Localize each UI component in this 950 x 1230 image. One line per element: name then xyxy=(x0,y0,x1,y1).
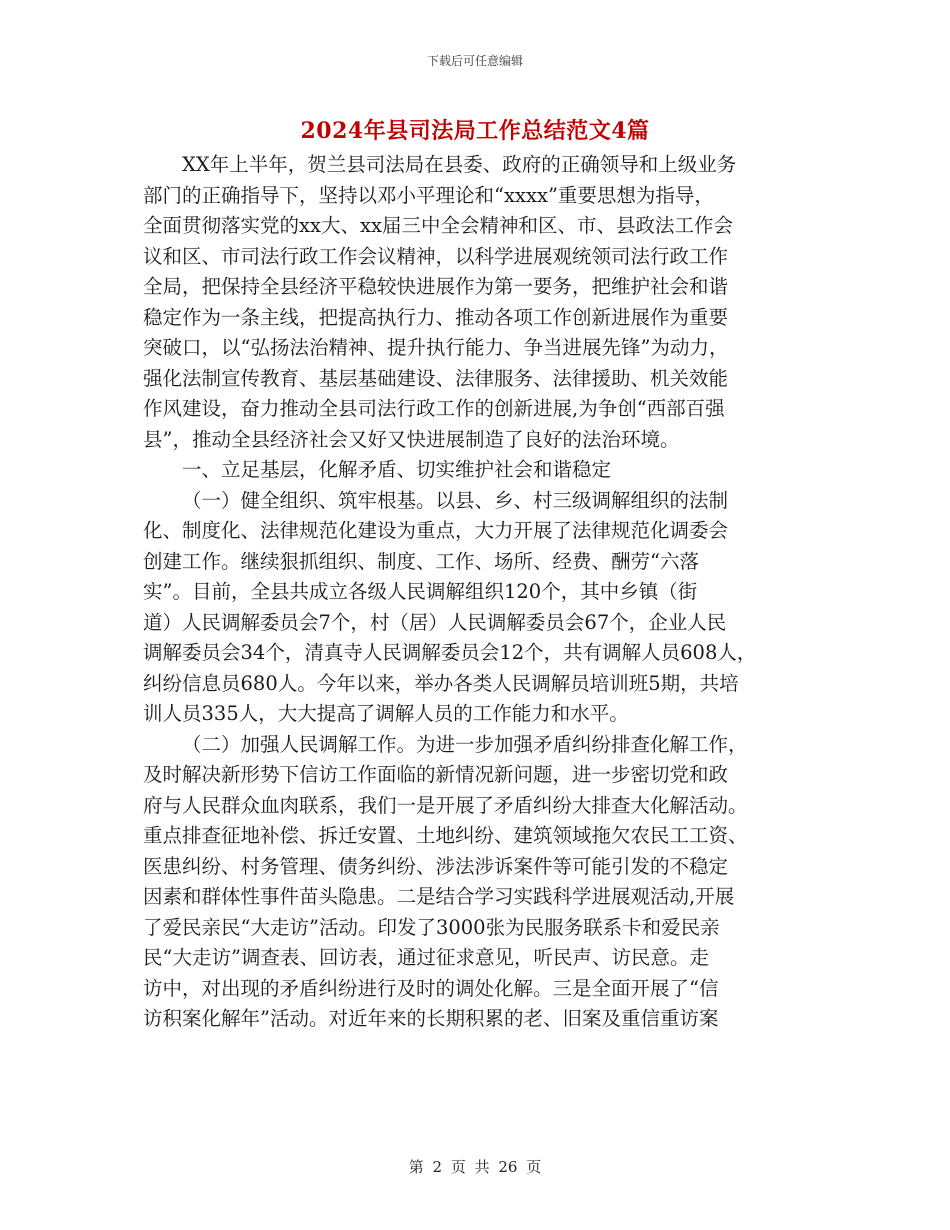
text-line: XX年上半年，贺兰县司法局在县委、政府的正确领导和上级业务 xyxy=(182,153,737,176)
text-line: 突破口，以“弘扬法治精神、提升执行能力、争当进展先锋”为动力， xyxy=(143,336,729,359)
paragraph-organization xyxy=(143,486,813,730)
text-line: 调解委员会34个，清真寺人民调解委员会12个，共有调解人员608人， xyxy=(143,641,757,664)
paragraph-mediation xyxy=(143,730,813,1035)
text-line: 民“大走访”调查表、回访表，通过征求意见，听民声、访民意。走 xyxy=(143,946,709,969)
text-line: 纠纷信息员680人。今年以来，举办各类人民调解员培训班5期，共培 xyxy=(143,671,739,695)
text-line: 访积案化解年”活动。对近年来的长期积累的老、旧案及重信重访案 xyxy=(143,1007,719,1030)
text-line: 府与人民群众血肉联系，我们一是开展了矛盾纠纷大排查大化解活动。 xyxy=(143,793,748,817)
text-line: 全面贯彻落实党的xx大、xx届三中全会精神和区、市、县政法工作会 xyxy=(143,214,733,237)
text-line: 县”，推动全县经济社会又好又快进展制造了良好的法治环境。 xyxy=(143,427,680,451)
section-heading xyxy=(143,455,813,486)
page-number: 第 2 页 共 26 页 xyxy=(408,1158,542,1176)
text-line: 作风建设，奋力推动全县司法行政工作的创新进展,为争创“西部百强 xyxy=(143,397,725,420)
text-line: 创建工作。继续狠抓组织、制度、工作、场所、经费、酬劳“六落 xyxy=(143,549,699,573)
text-line: 因素和群体性事件苗头隐患。二是结合学习实践科学进展观活动,开展 xyxy=(143,885,735,908)
document-title: 2024年县司法局工作总结范文4篇 xyxy=(300,118,650,144)
paragraph-intro xyxy=(143,150,813,455)
text-line: 强化法制宣传教育、基层基础建设、法律服务、法律援助、机关效能 xyxy=(143,366,729,390)
text-line: 道）人民调解委员会7个，村（居）人民调解委员会67个，企业人民 xyxy=(143,610,727,634)
text-line: 实”。目前，全县共成立各级人民调解组织120个，其中乡镇（街 xyxy=(143,580,698,603)
text-line: 一、立足基层，化解矛盾、切实维护社会和谐稳定 xyxy=(182,458,612,481)
text-line: 医患纠纷、村务管理、债务纠纷、涉法涉诉案件等可能引发的不稳定 xyxy=(143,854,729,878)
text-line: 议和区、市司法行政工作会议精神，以科学进展观统领司法行政工作 xyxy=(143,244,729,268)
document-body xyxy=(143,150,813,1035)
text-line: （二）加强人民调解工作。为进一步加强矛盾纠纷排查化解工作， xyxy=(182,732,748,756)
text-line: 化、制度化、法律规范化建设为重点，大力开展了法律规范化调委会 xyxy=(143,519,729,542)
text-line: 及时解决新形势下信访工作面临的新情况新问题，进一步密切党和政 xyxy=(143,763,729,786)
text-line: 稳定作为一条主线，把提高执行力、推动各项工作创新进展作为重要 xyxy=(143,305,729,329)
text-line: 全局，把保持全县经济平稳较快进展作为第一要务，把维护社会和谐 xyxy=(143,275,729,298)
page-header-note: 下载后可任意编辑 xyxy=(426,54,523,68)
text-line: 了爱民亲民“大走访”活动。印发了3000张为民服务联系卡和爱民亲 xyxy=(143,915,720,939)
text-line: 重点排查征地补偿、拆迁安置、土地纠纷、建筑领域拖欠农民工工资、 xyxy=(143,824,748,847)
text-line: （一）健全组织、筑牢根基。以县、乡、村三级调解组织的法制 xyxy=(182,488,729,512)
text-line: 访中，对出现的矛盾纠纷进行及时的调处化解。三是全面开展了“信 xyxy=(143,976,719,1000)
text-line: 训人员335人，大大提高了调解人员的工作能力和水平。 xyxy=(143,702,629,725)
text-line: 部门的正确指导下，坚持以邓小平理论和“xxxx”重要思想为指导， xyxy=(143,183,714,207)
